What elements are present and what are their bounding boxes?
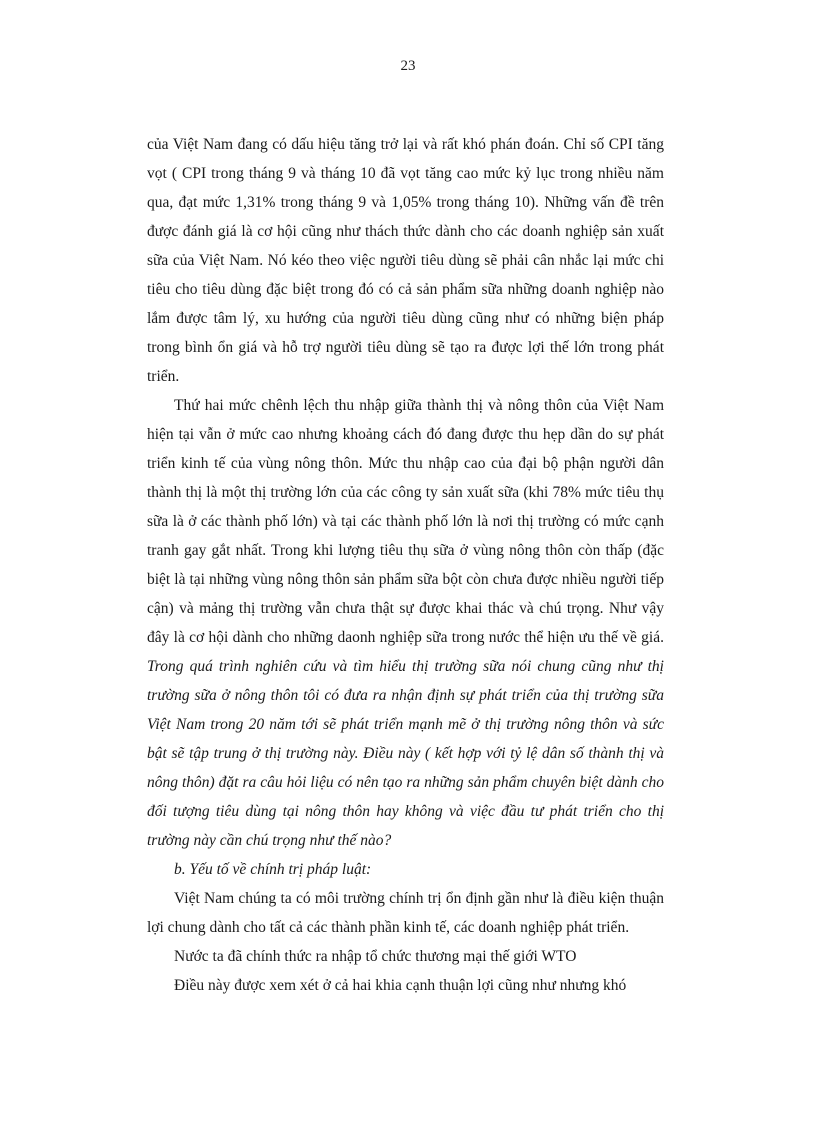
paragraph-wto: Nước ta đã chính thức ra nhập tổ chức thương mại thế giới WTO [174, 948, 577, 965]
document-body [147, 130, 664, 1000]
paragraph-inflation: của Việt Nam đang có dấu hiệu tăng trở lại và rất khó phán đoán. Chỉ số CPI tăng vọt ( CPI trong tháng 9 và tháng 10 đã vọt tăng cao mức kỷ lục trong nhiều năm qua, đạt mức 1,31% trong tháng 9 và 1,05% trong tháng 10). Những vấn đề trên được đánh giá là cơ hội cũng như thách thức dành cho các doanh nghiệp sản xuất sữa của Việt Nam. Nó kéo theo việc người tiêu dùng sẽ phải cân nhắc lại mức chi tiêu cho tiêu dùng đặc biệt trong đó có cả sản phẩm sữa những doanh nghiệp nào lắm được tâm lý, xu hướng của người tiêu dùng cũng như có những biện pháp trong bình ổn giá và hỗ trợ người tiêu dùng sẽ tạo ra được lợi thế lớn trong phát triển. [147, 136, 664, 385]
income-gap-italic-text: Trong quá trình nghiên cứu và tìm hiểu thị trường sữa nói chung cũng như thị trường sữa ở nông thôn tôi có đưa ra nhận định sự phát triển của thị trường sữa Việt Nam trong 20 năm tới sẽ phát triển mạnh mẽ ở thị trường nông thôn và sức bật sẽ tập trung ở thị trường này. Điều này ( kết hợp với tỷ lệ dân số thành thị và nông thôn) đặt ra câu hỏi liệu có nên tạo ra những sản phẩm chuyên biệt dành cho đối tượng tiêu dùng tại nông thôn hay không và việc đầu tư phát triển cho thị trường này cần chú trọng như thế nào? [147, 658, 664, 849]
page-number: 23 [400, 58, 416, 74]
income-gap-text: Thứ hai mức chênh lệch thu nhập giữa thành thị và nông thôn của Việt Nam hiện tại vẫn ở mức cao nhưng khoảng cách đó đang được thu hẹp dần do sự phát triển kinh tế của vùng nông thôn. Mức thu nhập cao của đại bộ phận người dân thành thị là một thị trường lớn của các công ty sản xuất sữa (khi 78% mức tiêu thụ sữa là ở các thành phố lớn) và tại các thành phố lớn là nơi thị trường có mức cạnh tranh gay gắt nhất. Trong khi lượng tiêu thụ sữa ở vùng nông thôn còn thấp (đặc biệt là tại những vùng nông thôn sản phẩm sữa bột còn chưa được nhiều người tiếp cận) và mảng thị trường vẫn chưa thật sự được khai thác và chú trọng. Như vậy đây là cơ hội dành cho những daonh nghiệp sữa trong nước thể hiện ưu thế về giá. [147, 397, 664, 646]
paragraph-political-stability: Việt Nam chúng ta có môi trường chính trị ổn định gần như là điều kiện thuận lợi chung dành cho tất cả các thành phần kinh tế, các doanh nghiệp phát triển. [147, 890, 664, 936]
paragraph-considerations: Điều này được xem xét ở cả hai khia cạnh thuận lợi cũng như nhưng khó [174, 977, 627, 994]
paragraph-income-gap [147, 391, 664, 855]
section-heading-b: b. Yếu tố về chính trị pháp luật: [174, 861, 372, 878]
